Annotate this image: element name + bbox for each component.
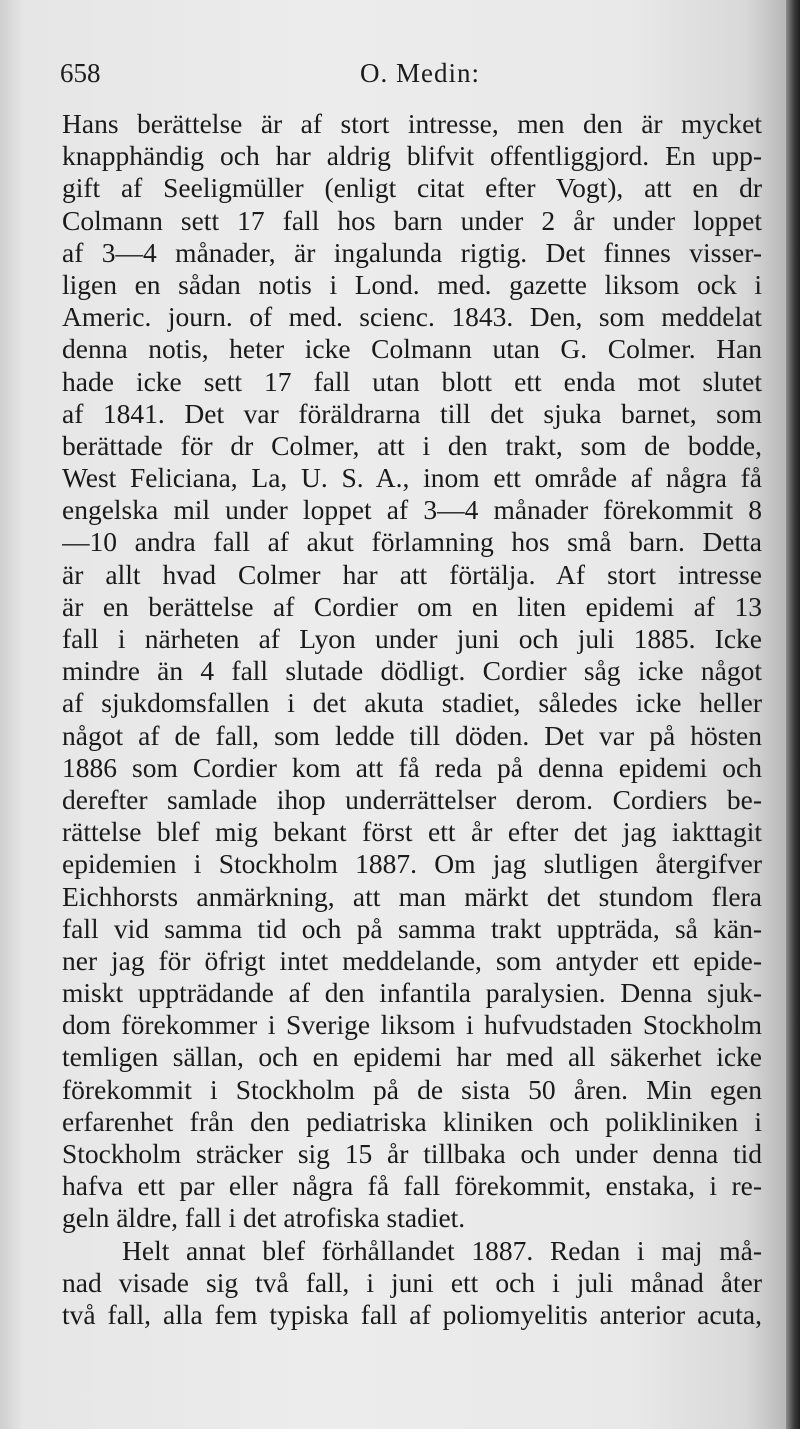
text-line: är en berättelse af Cordier om en liten epidemi af 13 xyxy=(62,590,762,622)
text-line: —10 andra fall af akut förlamning hos små barn. Detta xyxy=(62,526,762,558)
text-line: Americ. journ. of med. scienc. 1843. Den, som meddelat xyxy=(62,301,762,333)
page-number: 658 xyxy=(60,58,101,88)
text-line: gift af Seeligmüller (enligt citat efter Vogt), att en dr xyxy=(62,172,762,204)
text-line: är allt hvad Colmer har att förtälja. Af stort intresse xyxy=(62,558,762,590)
text-line: Colmann sett 17 fall hos barn under 2 år under loppet xyxy=(62,204,762,236)
text-line: Hans berättelse är af stort intresse, men den är mycket xyxy=(62,108,762,139)
text-line: miskt uppträdande af den infantila paralysien. Denna sjuk- xyxy=(62,977,762,1009)
text-line: knapphändig och har aldrig blifvit offentliggjord. En upp- xyxy=(62,140,762,172)
text-line: rättelse blef mig bekant först ett år efter det jag iakttagit xyxy=(62,816,762,848)
text-line: derefter samlade ihop underrättelser derom. Cordiers be- xyxy=(62,783,762,815)
text-line: ner jag för öfrigt intet meddelande, som antyder ett epide- xyxy=(62,944,762,976)
text-line: berättade för dr Colmer, att i den trakt, som de bodde, xyxy=(62,429,762,461)
text-line: Stockholm sträcker sig 15 år tillbaka och under denna tid xyxy=(62,1138,762,1169)
text-line: ligen en sådan notis i Lond. med. gazette liksom ock i xyxy=(62,268,762,300)
page-edge-shadow xyxy=(786,0,800,1429)
text-line: engelska mil under loppet af 3—4 månader förekommit 8 xyxy=(62,494,762,526)
text-line: två fall, alla fem typiska fall af poliomyelitis anterior acuta, xyxy=(62,1298,762,1330)
text-line: fall vid samma tid och på samma trakt uppträda, så kän- xyxy=(62,912,762,944)
text-line: geln äldre, fall i det atrofiska stadiet. xyxy=(62,1202,466,1234)
text-line: hade icke sett 17 fall utan blott ett enda mot slutet xyxy=(62,365,762,397)
text-line: 1886 som Cordier kom att få reda på denna epidemi och xyxy=(62,751,762,783)
text-line: Helt annat blef förhållandet 1887. Redan i maj må- xyxy=(122,1234,762,1266)
text-line: af sjukdomsfallen i det akuta stadiet, således icke heller xyxy=(62,687,762,719)
text-line: hafva ett par eller några få fall förekommit, enstaka, i re- xyxy=(62,1170,762,1202)
text-line: af 3—4 månader, är ingalunda rigtig. Det finnes visser- xyxy=(62,236,762,268)
text-line: fall i närheten af Lyon under juni och juli 1885. Icke xyxy=(62,623,762,654)
text-line: något af de fall, som ledde till döden. Det var på hösten xyxy=(62,719,762,751)
text-line: mindre än 4 fall slutade dödligt. Cordier såg icke något xyxy=(62,655,762,687)
text-line: förekommit i Stockholm på de sista 50 åren. Min egen xyxy=(62,1073,762,1105)
text-line: af 1841. Det var föräldrarna till det sjuka barnet, som xyxy=(62,397,762,429)
text-line: temligen sällan, och en epidemi har med all säkerhet icke xyxy=(62,1041,762,1073)
text-line: nad visade sig två fall, i juni ett och i juli månad åter xyxy=(62,1266,762,1298)
text-line: epidemien i Stockholm 1887. Om jag slutligen återgifver xyxy=(62,848,762,880)
running-head: O. Medin: xyxy=(360,58,480,88)
text-line: Eichhorsts anmärkning, att man märkt det stundom flera xyxy=(62,880,762,912)
text-line: denna notis, heter icke Colmann utan G. Colmer. Han xyxy=(62,333,762,365)
text-line: West Feliciana, La, U. S. A., inom ett område af några få xyxy=(62,462,762,494)
page-header xyxy=(60,58,760,98)
text-line: erfarenhet från den pediatriska kliniken och polikliniken i xyxy=(62,1105,762,1137)
text-line: dom förekommer i Sverige liksom i hufvudstaden Stockholm xyxy=(62,1009,762,1041)
body-text xyxy=(62,108,762,1331)
